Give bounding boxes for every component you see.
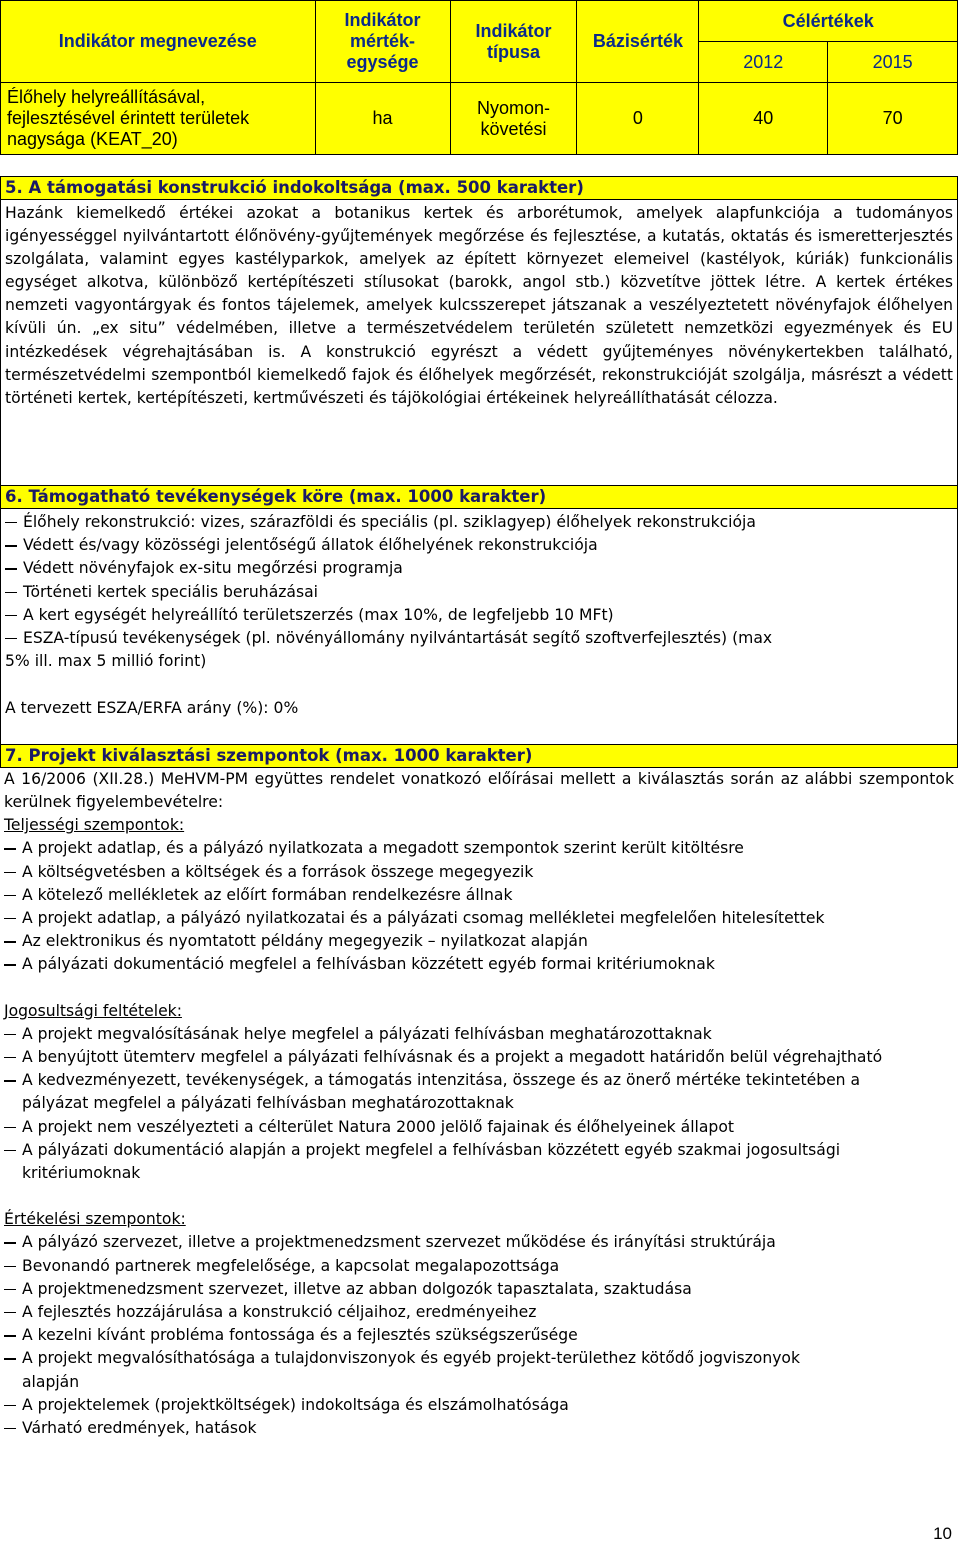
section-7-title: 7. Projekt kiválasztási szempontok (max. 1000 karakter) (0, 744, 958, 768)
list-item: ESZA-típusú tevékenységek (pl. növényállomány nyilvántartását segítő szoftverfejlesztés) (max (5, 627, 953, 650)
list-item: A pályázati dokumentáció megfelel a felhívásban közzétett egyéb formai kritériumoknak (4, 953, 954, 976)
section-7-intro-wrap (4, 768, 954, 814)
completeness-list (4, 837, 954, 976)
page-number: 10 (933, 1524, 952, 1543)
list-item: A fejlesztés hozzájárulása a konstrukció céljaihoz, eredményeihez (4, 1301, 954, 1324)
evaluation-list (4, 1231, 954, 1440)
section-6-body (0, 509, 958, 752)
list-item-continuation: 5% ill. max 5 millió forint) (5, 652, 207, 671)
list-item: A benyújtott ütemterv megfelel a pályázati felhívásnak és a projekt a megadott határidőn belül végrehajtható (4, 1046, 954, 1069)
list-item: Történeti kertek speciális beruházásai (5, 581, 953, 604)
list-item: A kert egységét helyreállító területszerzés (max 10%, de legfeljebb 10 MFt) (5, 604, 953, 627)
list-item: A projekt adatlap, a pályázó nyilatkozatai és a pályázati csomag mellékletei megfelelően hitelesítettek (4, 907, 954, 930)
section-6-title: 6. Támogatható tevékenységek köre (max. 1000 karakter) (0, 485, 958, 509)
group-heading: Értékelési szempontok: (4, 1210, 186, 1229)
row-target-2015: 70 (828, 83, 958, 155)
header-base-value: Bázisérték (577, 1, 699, 83)
row-target-2012: 40 (699, 83, 828, 155)
list-item: A projektelemek (projektköltségek) indokoltsága és elszámolhatósága (4, 1394, 954, 1417)
header-targets: Célértékek (699, 1, 958, 42)
list-item: A költségvetésben a költségek és a források összege megegyezik (4, 861, 954, 884)
list-item: A projektmenedzsment szervezet, illetve az abban dolgozók tapasztalata, szaktudása (4, 1278, 954, 1301)
section-5-body (0, 200, 958, 492)
section-5-title: 5. A támogatási konstrukció indokoltsága (max. 500 karakter) (0, 176, 958, 200)
row-type: Nyomon-követési (450, 83, 577, 155)
header-year-2012: 2012 (699, 42, 828, 83)
list-item: Bevonandó partnerek megfelelősége, a kapcsolat megalapozottsága (4, 1255, 954, 1278)
header-type: Indikátor típusa (450, 1, 577, 83)
list-item: Élőhely rekonstrukció: vizes, szárazföldi és speciális (pl. sziklagyep) élőhelyek rekonstrukciója (5, 511, 953, 534)
row-base-value: 0 (577, 83, 699, 155)
list-item: A projekt megvalósításának helye megfelel a pályázati felhívásban meghatározottaknak (4, 1023, 954, 1046)
header-indicator-name: Indikátor megnevezése (1, 1, 316, 83)
list-item: A projekt megvalósíthatósága a tulajdonviszonyok és egyéb projekt-területhez kötődő jogviszonyok alapján (4, 1347, 954, 1393)
group-heading: Teljességi szempontok: (4, 816, 185, 835)
esza-erfa-ratio: A tervezett ESZA/ERFA arány (%): 0% (5, 699, 299, 718)
section-6 (0, 485, 958, 752)
eligibility-list (4, 1023, 954, 1185)
list-item: A kezelni kívánt probléma fontossága és a fejlesztés szükségszerűsége (4, 1324, 954, 1347)
section-7 (0, 744, 958, 1440)
list-item: Várható eredmények, hatások (4, 1417, 954, 1440)
list-item: A kötelező mellékletek az előírt formában rendelkezésre állnak (4, 884, 954, 907)
list-item: Az elektronikus és nyomtatott példány megegyezik – nyilatkozat alapján (4, 930, 954, 953)
list-item: A pályázó szervezet, illetve a projektmenedzsment szervezet működése és irányítási struktúrája (4, 1231, 954, 1254)
header-year-2015: 2015 (828, 42, 958, 83)
header-unit: Indikátor mérték-egysége (315, 1, 450, 83)
section-7-body (0, 768, 958, 1440)
list-item: A projekt nem veszélyezteti a célterület Natura 2000 jelölő fajainak és élőhelyeinek állapot (4, 1116, 954, 1139)
list-item: A kedvezményezett, tevékenységek, a támogatás intenzitása, összege és az önerő mértéke tekintetében a pályázat megfelel a pályázati felhívásban meghatározottaknak (4, 1069, 954, 1115)
row-indicator-name: Élőhely helyreállításával, fejlesztésével érintett területek nagysága (KEAT_20) (1, 83, 316, 155)
indicator-table (0, 0, 958, 155)
list-item: Védett növényfajok ex-situ megőrzési programja (5, 557, 953, 580)
list-item: A pályázati dokumentáció alapján a projekt megfelel a felhívásban közzétett egyéb szakmai jogosultsági kritériumoknak (4, 1139, 954, 1185)
row-unit: ha (315, 83, 450, 155)
section-7-intro: A 16/2006 (XII.28.) MeHVM-PM együttes rendelet vonatkozó előírásai mellett a kiválasztás során az alábbi szempontok kerülnek figyelembevételre: (4, 770, 954, 812)
activity-list (5, 511, 953, 650)
group-heading: Jogosultsági feltételek: (4, 1001, 182, 1020)
list-item: A projekt adatlap, és a pályázó nyilatkozata a megadott szempontok szerint került kitöltésre (4, 837, 954, 860)
section-5-text: Hazánk kiemelkedő értékei azokat a botanikus kertek és arborétumok, amelyek alapfunkciója a tudományos igényességgel nyilvántartott élőnövény-gyűjtemények megőrzése és fejlesztése, a kutatás, oktatás és ismeretterjesztés szolgálata, valamint egyes kastélyparkok, amelyek az épített környezet elemeivel (kastélyok, kúriák) funkcionális egységet alkotva, különböző kertépítészeti stílusokat (barokk, angol stb.) közvetítve jöttek létre. A kertek értékes nemzeti vagyontárgyak és fontos tájelemek, amelyek kulcsszerepet játszanak a veszélyeztetett növényfajok élőhelyen kívüli ún. „ex situ” védelmében, illetve a természetvédelem területén született nemzetközi egyezmények és EU intézkedések végrehajtásában is. A konstrukció egyrészt a védett gyűjteményes növénykertekben található, természetvédelmi szempontból kiemelkedő fajok és élőhelyek megőrzését, rekonstrukcióját szolgálja, másrészt a védett történeti kertek, kertépítészeti, kertművészeti és tájökológiai értékeinek helyreállíthatását célozza. (5, 204, 953, 407)
list-item: Védett és/vagy közösségi jelentőségű állatok élőhelyének rekonstrukciója (5, 534, 953, 557)
section-5 (0, 176, 958, 492)
